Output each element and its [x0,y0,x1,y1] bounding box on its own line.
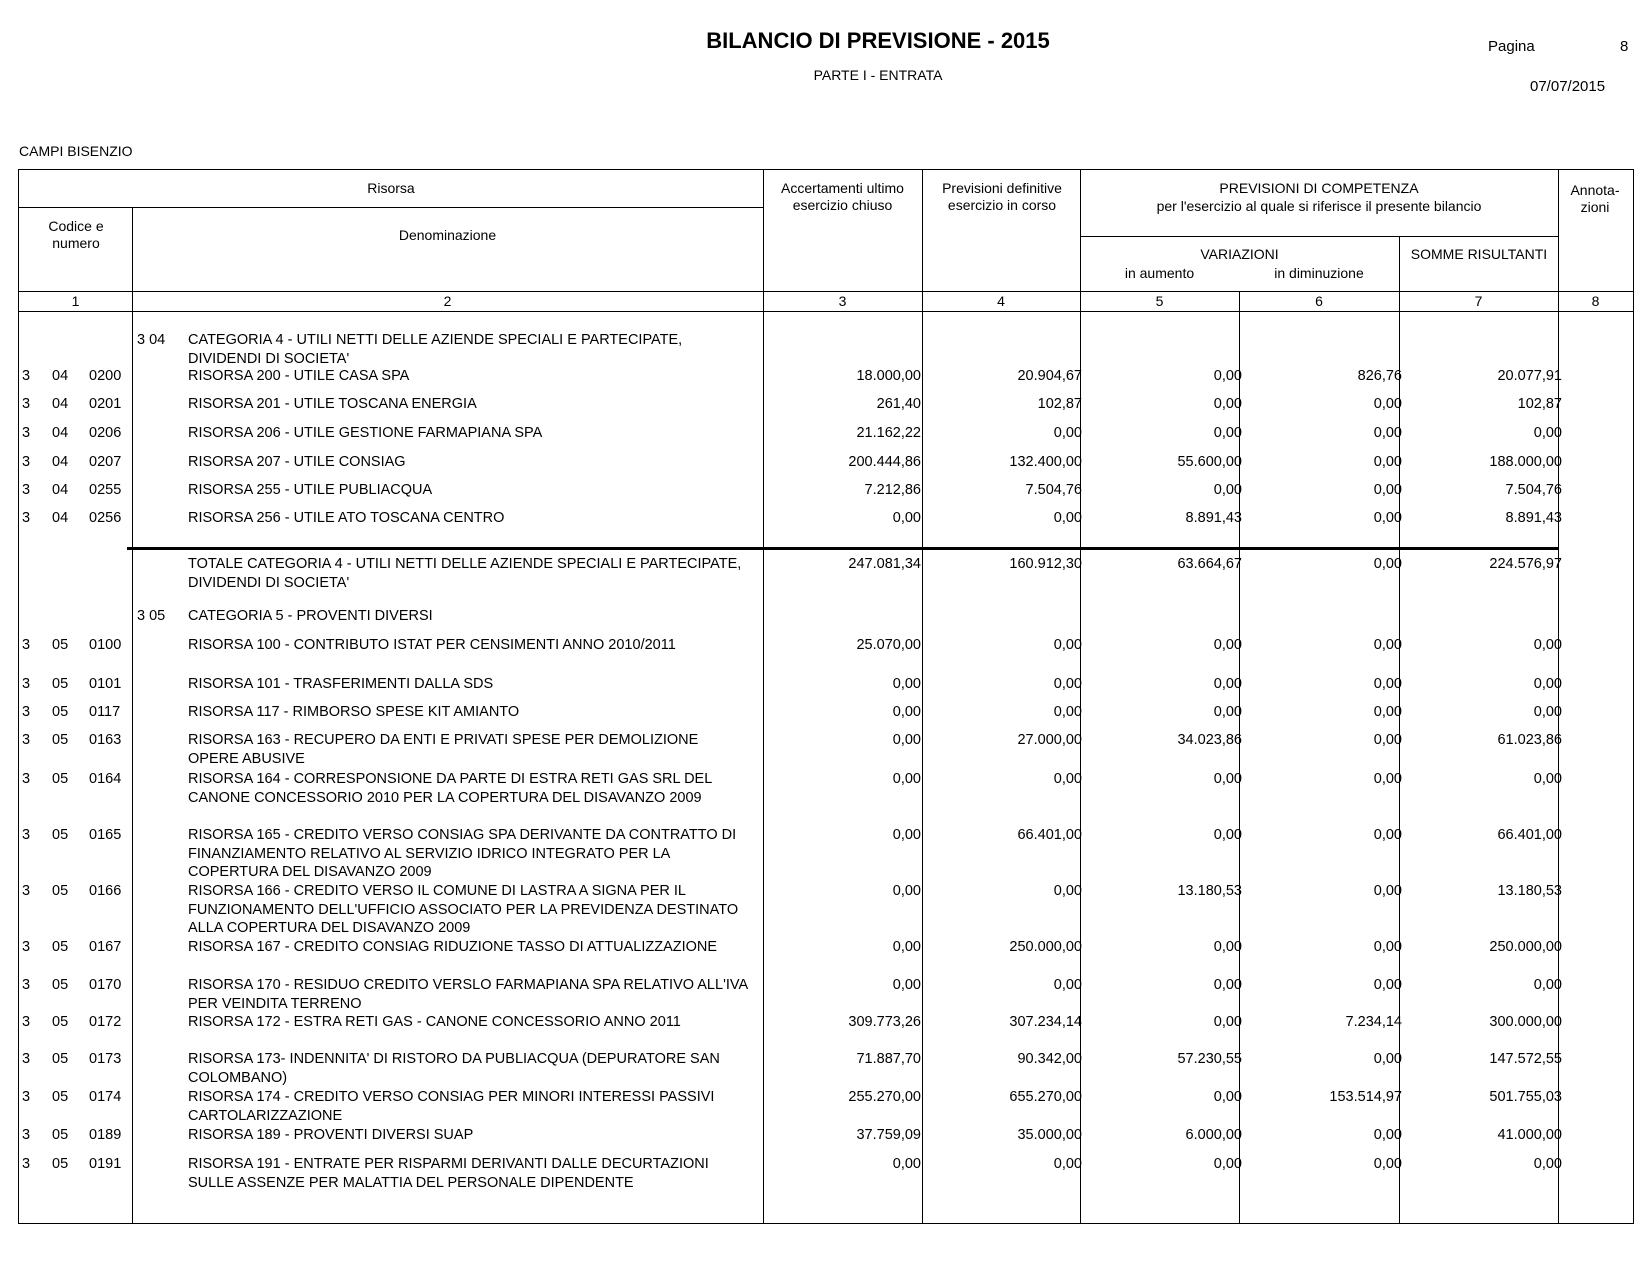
row-denominazione: RISORSA 174 - CREDITO VERSO CONSIAG PER MINORI INTERESSI PASSIVI CARTOLARIZZAZIONE [188,1089,715,1124]
total-cat4-v5: 63.664,67 [1177,556,1242,572]
hline-variazioni [1080,236,1558,237]
row-previsioni-definitive: 27.000,00 [1017,732,1082,748]
row-denominazione: RISORSA 173- INDENNITA' DI RISTORO DA PUBLIACQUA (DEPURATORE SAN COLOMBANO) [188,1051,720,1086]
row-somme-risultanti: 0,00 [1533,771,1562,787]
row-titolo: 3 [22,883,31,899]
cat5-title: CATEGORIA 5 - PROVENTI DIVERSI [188,608,433,624]
row-in-aumento: 34.023,86 [1177,732,1242,748]
col-number-8: 8 [1591,293,1600,309]
row-in-diminuzione: 0,00 [1373,827,1402,843]
row-previsioni-definitive: 90.342,00 [1017,1051,1082,1067]
row-titolo: 3 [22,637,31,653]
row-in-diminuzione: 0,00 [1373,676,1402,692]
row-previsioni-definitive: 7.504,76 [1025,482,1082,498]
row-titolo: 3 [22,827,31,843]
hline-risorsa [19,207,763,208]
row-in-aumento: 0,00 [1213,704,1242,720]
row-somme-risultanti: 20.077,91 [1497,368,1562,384]
row-in-diminuzione: 7.234,14 [1345,1014,1402,1030]
row-accertamenti: 0,00 [892,676,921,692]
row-in-aumento: 0,00 [1213,676,1242,692]
row-previsioni-definitive: 307.234,14 [1009,1014,1082,1030]
hline-numbers-bottom [19,311,1633,312]
row-categoria: 05 [52,883,69,899]
row-somme-risultanti: 0,00 [1533,704,1562,720]
row-previsioni-definitive: 655.270,00 [1009,1089,1082,1105]
row-numero: 0256 [89,510,122,526]
col-number-4: 4 [997,293,1005,309]
row-somme-risultanti: 13.180,53 [1497,883,1562,899]
row-in-diminuzione: 0,00 [1373,637,1402,653]
row-in-diminuzione: 0,00 [1373,1127,1402,1143]
row-numero: 0170 [89,977,122,993]
row-numero: 0206 [89,425,122,441]
vline-codice [132,207,133,1223]
row-titolo: 3 [22,510,31,526]
row-previsioni-definitive: 102,87 [1037,396,1082,412]
row-in-diminuzione: 826,76 [1357,368,1402,384]
row-in-aumento: 0,00 [1213,1014,1242,1030]
row-accertamenti: 0,00 [892,883,921,899]
row-in-diminuzione: 0,00 [1373,1156,1402,1172]
row-titolo: 3 [22,977,31,993]
row-titolo: 3 [22,1156,31,1172]
row-in-diminuzione: 0,00 [1373,454,1402,470]
row-categoria: 04 [52,482,69,498]
col-codice: Codice e numero [48,218,104,251]
row-titolo: 3 [22,396,31,412]
row-in-diminuzione: 0,00 [1373,732,1402,748]
row-in-aumento: 0,00 [1213,1156,1242,1172]
row-numero: 0255 [89,482,122,498]
row-in-diminuzione: 0,00 [1373,425,1402,441]
row-denominazione: RISORSA 191 - ENTRATE PER RISPARMI DERIVANTI DALLE DECURTAZIONI SULLE ASSENZE PER MALATTIA DEL PERSONALE DIPENDENTE [188,1156,709,1191]
row-denominazione: RISORSA 170 - RESIDUO CREDITO VERSLO FARMAPIANA SPA RELATIVO ALL'IVA PER VEINDITA TERRENO [188,977,748,1012]
row-categoria: 05 [52,1014,69,1030]
row-in-aumento: 0,00 [1213,1089,1242,1105]
row-somme-risultanti: 147.572,55 [1489,1051,1562,1067]
report-subtitle: PARTE I - ENTRATA [813,67,943,83]
row-somme-risultanti: 61.023,86 [1497,732,1562,748]
row-in-diminuzione: 0,00 [1373,1051,1402,1067]
page-number: 8 [1620,38,1629,55]
row-in-aumento: 6.000,00 [1185,1127,1242,1143]
row-previsioni-definitive: 0,00 [1053,637,1082,653]
row-numero: 0200 [89,368,122,384]
row-somme-risultanti: 66.401,00 [1497,827,1562,843]
row-somme-risultanti: 0,00 [1533,637,1562,653]
row-in-diminuzione: 0,00 [1373,939,1402,955]
col-number-3: 3 [838,293,847,309]
page-label: Pagina [1488,38,1535,55]
row-accertamenti: 255.270,00 [848,1089,921,1105]
row-titolo: 3 [22,425,31,441]
row-previsioni-definitive: 0,00 [1053,771,1082,787]
row-in-aumento: 8.891,43 [1185,510,1242,526]
row-denominazione: RISORSA 100 - CONTRIBUTO ISTAT PER CENSIMENTI ANNO 2010/2011 [188,637,676,653]
row-denominazione: RISORSA 207 - UTILE CONSIAG [188,454,406,470]
row-numero: 0207 [89,454,122,470]
row-denominazione: RISORSA 164 - CORRESPONSIONE DA PARTE DI ESTRA RETI GAS SRL DEL CANONE CONCESSORIO 2010 PER LA COPERTURA DEL DISAVANZO 2009 [188,771,712,806]
row-in-aumento: 13.180,53 [1177,883,1242,899]
row-somme-risultanti: 501.755,03 [1489,1089,1562,1105]
row-categoria: 05 [52,771,69,787]
row-titolo: 3 [22,368,31,384]
row-in-diminuzione: 153.514,97 [1329,1089,1402,1105]
row-somme-risultanti: 0,00 [1533,676,1562,692]
row-accertamenti: 71.887,70 [856,1051,921,1067]
row-denominazione: RISORSA 200 - UTILE CASA SPA [188,368,410,384]
col-in-diminuzione: in diminuzione [1274,265,1364,281]
row-accertamenti: 261,40 [876,396,921,412]
row-denominazione: RISORSA 255 - UTILE PUBLIACQUA [188,482,433,498]
row-previsioni-definitive: 0,00 [1053,676,1082,692]
row-titolo: 3 [22,939,31,955]
row-titolo: 3 [22,454,31,470]
cat4-code: 3 04 [137,332,166,348]
row-accertamenti: 0,00 [892,704,921,720]
row-categoria: 04 [52,368,69,384]
col-previsioni-competenza: PREVISIONI DI COMPETENZA [1219,180,1419,196]
row-denominazione: RISORSA 201 - UTILE TOSCANA ENERGIA [188,396,477,412]
row-somme-risultanti: 8.891,43 [1505,510,1562,526]
row-numero: 0164 [89,771,122,787]
row-somme-risultanti: 0,00 [1533,977,1562,993]
col-number-2: 2 [443,293,452,309]
row-denominazione: RISORSA 163 - RECUPERO DA ENTI E PRIVATI SPESE PER DEMOLIZIONE OPERE ABUSIVE [188,732,699,767]
row-numero: 0167 [89,939,122,955]
row-accertamenti: 25.070,00 [856,637,921,653]
row-accertamenti: 7.212,86 [864,482,921,498]
row-somme-risultanti: 250.000,00 [1489,939,1562,955]
col-denominazione: Denominazione [398,227,497,243]
vline-accertamenti [922,170,923,1223]
row-titolo: 3 [22,1089,31,1105]
row-numero: 0191 [89,1156,122,1172]
row-titolo: 3 [22,676,31,692]
col-previsioni-competenza-sub: per l'esercizio al quale si riferisce il presente bilancio [1156,198,1482,214]
row-numero: 0165 [89,827,122,843]
report-date: 07/07/2015 [1530,78,1606,95]
cat5-code: 3 05 [137,608,166,624]
row-in-diminuzione: 0,00 [1373,977,1402,993]
total-cat4-v3: 247.081,34 [848,556,921,572]
row-in-aumento: 0,00 [1213,368,1242,384]
row-numero: 0173 [89,1051,122,1067]
row-accertamenti: 37.759,09 [856,1127,921,1143]
total-cat4-label: TOTALE CATEGORIA 4 - UTILI NETTI DELLE AZIENDE SPECIALI E PARTECIPATE, DIVIDENDI DI SOCIETA' [188,556,742,591]
col-number-6: 6 [1315,293,1323,309]
row-previsioni-definitive: 35.000,00 [1017,1127,1082,1143]
row-in-diminuzione: 0,00 [1373,510,1402,526]
row-denominazione: RISORSA 189 - PROVENTI DIVERSI SUAP [188,1127,474,1143]
row-in-diminuzione: 0,00 [1373,883,1402,899]
row-accertamenti: 0,00 [892,732,921,748]
hline-header-bottom [19,291,1633,292]
row-denominazione: RISORSA 167 - CREDITO CONSIAG RIDUZIONE TASSO DI ATTUALIZZAZIONE [188,939,718,955]
vline-denominazione [763,170,764,1223]
row-categoria: 05 [52,1051,69,1067]
row-accertamenti: 18.000,00 [856,368,921,384]
row-previsioni-definitive: 0,00 [1053,510,1082,526]
row-accertamenti: 0,00 [892,1156,921,1172]
row-denominazione: RISORSA 101 - TRASFERIMENTI DALLA SDS [188,676,494,692]
row-categoria: 04 [52,396,69,412]
row-titolo: 3 [22,771,31,787]
row-titolo: 3 [22,482,31,498]
row-accertamenti: 0,00 [892,771,921,787]
row-titolo: 3 [22,732,31,748]
row-in-aumento: 55.600,00 [1177,454,1242,470]
row-titolo: 3 [22,704,31,720]
row-somme-risultanti: 7.504,76 [1505,482,1562,498]
total-cat4-v4: 160.912,30 [1009,556,1082,572]
row-in-diminuzione: 0,00 [1373,771,1402,787]
row-denominazione: RISORSA 117 - RIMBORSO SPESE KIT AMIANTO [188,704,520,720]
row-numero: 0172 [89,1014,122,1030]
row-denominazione: RISORSA 165 - CREDITO VERSO CONSIAG SPA DERIVANTE DA CONTRATTO DI FINANZIAMENTO RELATIVO AL SERVIZIO IDRICO INTEGRATO PER LA COPERTURA DEL DISAVANZO 2009 [188,827,737,880]
row-accertamenti: 0,00 [892,510,921,526]
row-somme-risultanti: 300.000,00 [1489,1014,1562,1030]
total-cat4-v7: 224.576,97 [1489,556,1562,572]
hline-total [127,547,1559,550]
row-accertamenti: 0,00 [892,977,921,993]
row-titolo: 3 [22,1127,31,1143]
row-numero: 0166 [89,883,122,899]
row-in-aumento: 0,00 [1213,396,1242,412]
row-numero: 0117 [89,704,121,720]
row-previsioni-definitive: 0,00 [1053,704,1082,720]
col-previsioni-definitive: Previsioni definitive esercizio in corso [942,180,1062,213]
row-somme-risultanti: 102,87 [1517,396,1562,412]
row-in-diminuzione: 0,00 [1373,704,1402,720]
col-in-aumento: in aumento [1124,265,1195,281]
row-in-aumento: 0,00 [1213,977,1242,993]
row-titolo: 3 [22,1051,31,1067]
col-number-7: 7 [1474,293,1483,309]
row-categoria: 04 [52,425,69,441]
row-accertamenti: 200.444,86 [848,454,921,470]
row-categoria: 05 [52,827,69,843]
row-somme-risultanti: 0,00 [1533,425,1562,441]
col-annotazioni: Annota- zioni [1570,182,1620,215]
row-in-aumento: 0,00 [1213,771,1242,787]
row-accertamenti: 0,00 [892,939,921,955]
row-previsioni-definitive: 132.400,00 [1009,454,1082,470]
cat4-title: CATEGORIA 4 - UTILI NETTI DELLE AZIENDE SPECIALI E PARTECIPATE, DIVIDENDI DI SOCIETA' [188,332,683,367]
row-categoria: 05 [52,704,69,720]
row-numero: 0174 [89,1089,122,1105]
col-risorsa: Risorsa [367,180,415,196]
row-denominazione: RISORSA 256 - UTILE ATO TOSCANA CENTRO [188,510,505,526]
row-previsioni-definitive: 66.401,00 [1017,827,1082,843]
row-categoria: 05 [52,637,69,653]
row-in-aumento: 57.230,55 [1177,1051,1242,1067]
ente-name: CAMPI BISENZIO [19,143,133,159]
row-previsioni-definitive: 0,00 [1053,883,1082,899]
row-categoria: 05 [52,732,69,748]
row-numero: 0163 [89,732,122,748]
row-in-aumento: 0,00 [1213,482,1242,498]
row-accertamenti: 0,00 [892,827,921,843]
row-in-aumento: 0,00 [1213,637,1242,653]
row-categoria: 05 [52,1156,69,1172]
row-somme-risultanti: 41.000,00 [1497,1127,1562,1143]
row-previsioni-definitive: 250.000,00 [1009,939,1082,955]
row-numero: 0100 [89,637,122,653]
row-categoria: 04 [52,510,69,526]
row-previsioni-definitive: 20.904,67 [1017,368,1082,384]
row-in-aumento: 0,00 [1213,425,1242,441]
row-categoria: 05 [52,939,69,955]
row-somme-risultanti: 0,00 [1533,1156,1562,1172]
row-titolo: 3 [22,1014,31,1030]
col-somme-risultanti: SOMME RISULTANTI [1410,246,1548,262]
row-categoria: 05 [52,977,69,993]
row-somme-risultanti: 188.000,00 [1489,454,1562,470]
total-cat4-v6: 0,00 [1373,556,1402,572]
row-numero: 0201 [89,396,122,412]
row-previsioni-definitive: 0,00 [1053,1156,1082,1172]
col-accertamenti: Accertamenti ultimo esercizio chiuso [781,180,904,213]
row-categoria: 05 [52,1089,69,1105]
col-number-5: 5 [1155,293,1164,309]
row-categoria: 04 [52,454,69,470]
row-accertamenti: 21.162,22 [856,425,921,441]
row-numero: 0189 [89,1127,122,1143]
row-denominazione: RISORSA 206 - UTILE GESTIONE FARMAPIANA SPA [188,425,543,441]
row-previsioni-definitive: 0,00 [1053,977,1082,993]
row-in-diminuzione: 0,00 [1373,482,1402,498]
col-variazioni: VARIAZIONI [1200,246,1279,262]
row-in-aumento: 0,00 [1213,827,1242,843]
row-accertamenti: 309.773,26 [848,1014,921,1030]
row-denominazione: RISORSA 166 - CREDITO VERSO IL COMUNE DI LASTRA A SIGNA PER IL FUNZIONAMENTO DELL'UFFICIO ASSOCIATO PER LA PREVIDENZA DESTINATO ALLA COPERTURA DEL DISAVANZO 2009 [188,883,739,936]
row-categoria: 05 [52,676,69,692]
col-number-1: 1 [71,293,80,309]
row-in-aumento: 0,00 [1213,939,1242,955]
row-in-diminuzione: 0,00 [1373,396,1402,412]
row-numero: 0101 [89,676,122,692]
report-title: BILANCIO DI PREVISIONE - 2015 [706,28,1050,53]
row-denominazione: RISORSA 172 - ESTRA RETI GAS - CANONE CONCESSORIO ANNO 2011 [188,1014,681,1030]
row-previsioni-definitive: 0,00 [1053,425,1082,441]
row-categoria: 05 [52,1127,69,1143]
